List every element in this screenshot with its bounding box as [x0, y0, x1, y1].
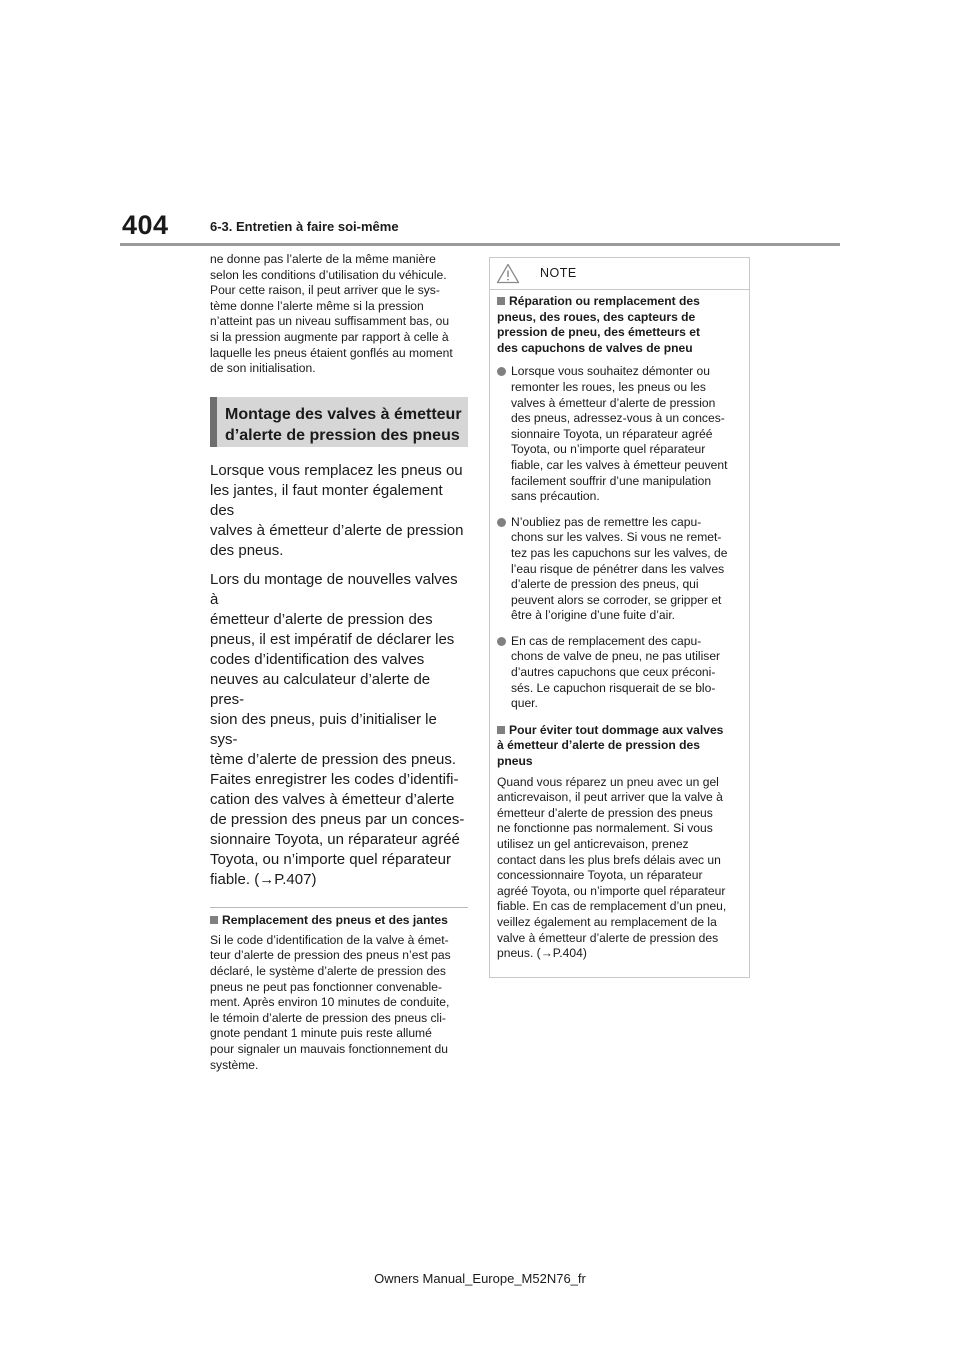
text-line: facilement souffrir d’une manipulation	[511, 473, 712, 488]
body-paragraph	[210, 461, 468, 561]
text-line: quer.	[511, 696, 538, 711]
text-line: ne donne pas l’alerte de la même manière	[210, 252, 436, 266]
text-line: des pneus.	[210, 541, 284, 559]
page-reference: pneus. (→P.404)	[497, 946, 587, 961]
text-line: Réparation ou remplacement des	[509, 294, 700, 308]
text-line: si la pression augmente par rapport à celle à	[210, 329, 449, 344]
text-line: sés. Le capuchon risquerait de se blo-	[511, 680, 716, 695]
text-line: anticrevaison, il peut arriver que la valve à	[497, 790, 723, 805]
text-line: de pression des pneus par un conces-	[210, 810, 465, 828]
text-line: Lorsque vous souhaitez démonter ou	[511, 364, 711, 379]
sub-heading	[210, 913, 468, 928]
text-line: ne fonctionne pas normalement. Si vous	[497, 821, 713, 836]
text-line: valves à émetteur d’alerte de pression	[511, 395, 716, 410]
text-line: Quand vous réparez un pneu avec un gel	[497, 774, 719, 789]
text-line: émetteur d’alerte de pression des pneus	[497, 805, 713, 820]
round-bullet-icon	[497, 637, 506, 646]
text-line: à émetteur d’alerte de pression des	[497, 738, 700, 753]
text-line: n’atteint pas un niveau suffisamment bas, ou	[210, 314, 450, 329]
text-line: tez pas les capuchons sur les valves, de	[511, 545, 728, 560]
text-line: sionnaire Toyota, un réparateur agréé	[210, 830, 460, 848]
text-line: Pour cette raison, il peut arriver que le sys-	[210, 283, 440, 298]
text-line: ment. Après environ 10 minutes de conduite,	[210, 995, 450, 1010]
text-line: laquelle les pneus étaient gonflés au moment	[210, 345, 453, 360]
text-line: le témoin d’alerte de pression des pneus cli-	[210, 1010, 446, 1025]
heading-line: d’alerte de pression des pneus	[225, 426, 460, 444]
text-line: selon les conditions d’utilisation du véhicule.	[210, 267, 447, 282]
text-line: d’autres capuchons que ceux préconi-	[511, 665, 716, 680]
note-sub-heading	[497, 723, 742, 770]
sub-heading-text: Remplacement des pneus et des jantes	[222, 912, 448, 927]
text-line: émetteur d’alerte de pression des	[210, 610, 433, 628]
text-line: teur d’alerte de pression des pneus n’est pas	[210, 948, 451, 963]
text-line: En cas de remplacement des capu-	[511, 633, 702, 648]
text-line: Si le code d’identification de la valve à émet-	[210, 932, 449, 947]
text-line: neuves au calculateur d’alerte de pres-	[210, 670, 431, 708]
text-line: sionnaire Toyota, un réparateur agréé	[511, 426, 713, 441]
note-paragraph	[497, 775, 742, 962]
text-line: Lorsque vous remplacez les pneus ou	[210, 461, 463, 479]
text-line: veillez également au remplacement de la	[497, 914, 717, 929]
page-number: 404	[122, 210, 169, 240]
text-line: être à l’origine d’une fuite d’air.	[511, 608, 676, 623]
text-line: gnote pendant 1 minute puis reste allumé	[210, 1026, 432, 1041]
text-line: d’alerte de pression des pneus, qui	[511, 577, 699, 592]
text-line: des pneus, adressez-vous à un conces-	[511, 411, 725, 426]
text-line: agréé Toyota, ou n’importe quel réparateur	[497, 883, 726, 898]
note-body	[490, 290, 749, 962]
text-line: Toyota, ou n’importe quel réparateur	[210, 850, 451, 868]
text-line: tème donne l’alerte même si la pression	[210, 298, 424, 313]
text-line: pression de pneu, des émetteurs et	[497, 325, 700, 340]
text-line: déclaré, le système d’alerte de pression des	[210, 963, 446, 978]
text-line: remonter les roues, les pneus ou les	[511, 379, 706, 394]
note-box	[489, 257, 750, 978]
text-line: Faites enregistrer les codes d’identifi-	[210, 770, 459, 788]
text-line: sans précaution.	[511, 489, 600, 504]
header-divider	[120, 243, 840, 246]
text-line: pneus	[497, 754, 533, 769]
text-line: système.	[210, 1057, 259, 1072]
text-line: sion des pneus, puis d’initialiser le sys-	[210, 710, 437, 748]
text-line: utilisez un gel anticrevaison, prenez	[497, 837, 689, 851]
text-line: N’oubliez pas de remettre les capu-	[511, 514, 702, 529]
text-line: valves à émetteur d’alerte de pression	[210, 521, 464, 539]
text-line: valve à émetteur d’alerte de pression des	[497, 930, 719, 945]
text-line: fiable, car les valves à émetteur peuvent	[511, 457, 728, 472]
intro-paragraph	[210, 252, 468, 377]
text-line: concessionnaire Toyota, un réparateur	[497, 868, 703, 883]
note-bullet-item	[497, 515, 742, 624]
body-paragraph	[210, 570, 468, 890]
round-bullet-icon	[497, 367, 506, 376]
text-line: les jantes, il faut monter également des	[210, 481, 443, 519]
text-line: pour signaler un mauvais fonctionnement du	[210, 1041, 448, 1056]
sub-paragraph	[210, 933, 468, 1073]
round-bullet-icon	[497, 518, 506, 527]
text-line: chons de valve de pneu, ne pas utiliser	[511, 649, 721, 664]
text-line: tème d’alerte de pression des pneus.	[210, 750, 456, 768]
text-line: codes d’identification des valves	[210, 650, 425, 668]
warning-triangle-icon	[496, 263, 520, 284]
text-line: fiable. En cas de remplacement d’un pneu,	[497, 899, 727, 914]
left-column	[210, 252, 468, 1073]
text-line: Toyota, ou n’importe quel réparateur	[511, 442, 706, 457]
text-line: contact dans les plus brefs délais avec un	[497, 852, 721, 867]
text-line: l’eau risque de pénétrer dans les valves	[511, 561, 725, 576]
square-bullet-icon	[210, 916, 218, 924]
text-line: cation des valves à émetteur d’alerte	[210, 790, 455, 808]
note-bullet-item	[497, 364, 742, 504]
text-line: Pour éviter tout dommage aux valves	[509, 722, 724, 737]
heading-line: Montage des valves à émetteur	[225, 405, 462, 423]
footer-doc-id: Owners Manual_Europe_M52N76_fr	[374, 1271, 586, 1286]
text-line: de son initialisation.	[210, 361, 316, 376]
section-title: 6-3. Entretien à faire soi-même	[210, 219, 399, 234]
text-line: pneus, des roues, des capteurs de	[497, 309, 696, 324]
note-sub-heading	[497, 294, 742, 356]
square-bullet-icon	[497, 726, 505, 734]
text-line: peuvent alors se corroder, se gripper et	[511, 592, 722, 607]
divider	[210, 907, 468, 908]
note-label: NOTE	[540, 266, 577, 280]
page-reference: fiable. (→P.407)	[210, 870, 317, 888]
text-line: pneus ne peut pas fonctionner convenable-	[210, 979, 442, 994]
text-line: chons sur les valves. Si vous ne remet-	[511, 530, 722, 545]
section-heading	[210, 397, 468, 447]
note-bullet-item	[497, 634, 742, 712]
text-line: des capuchons de valves de pneu	[497, 340, 693, 355]
text-line: Lors du montage de nouvelles valves à	[210, 570, 458, 608]
note-header	[490, 258, 749, 290]
square-bullet-icon	[497, 297, 505, 305]
text-line: pneus, il est impératif de déclarer les	[210, 630, 455, 648]
